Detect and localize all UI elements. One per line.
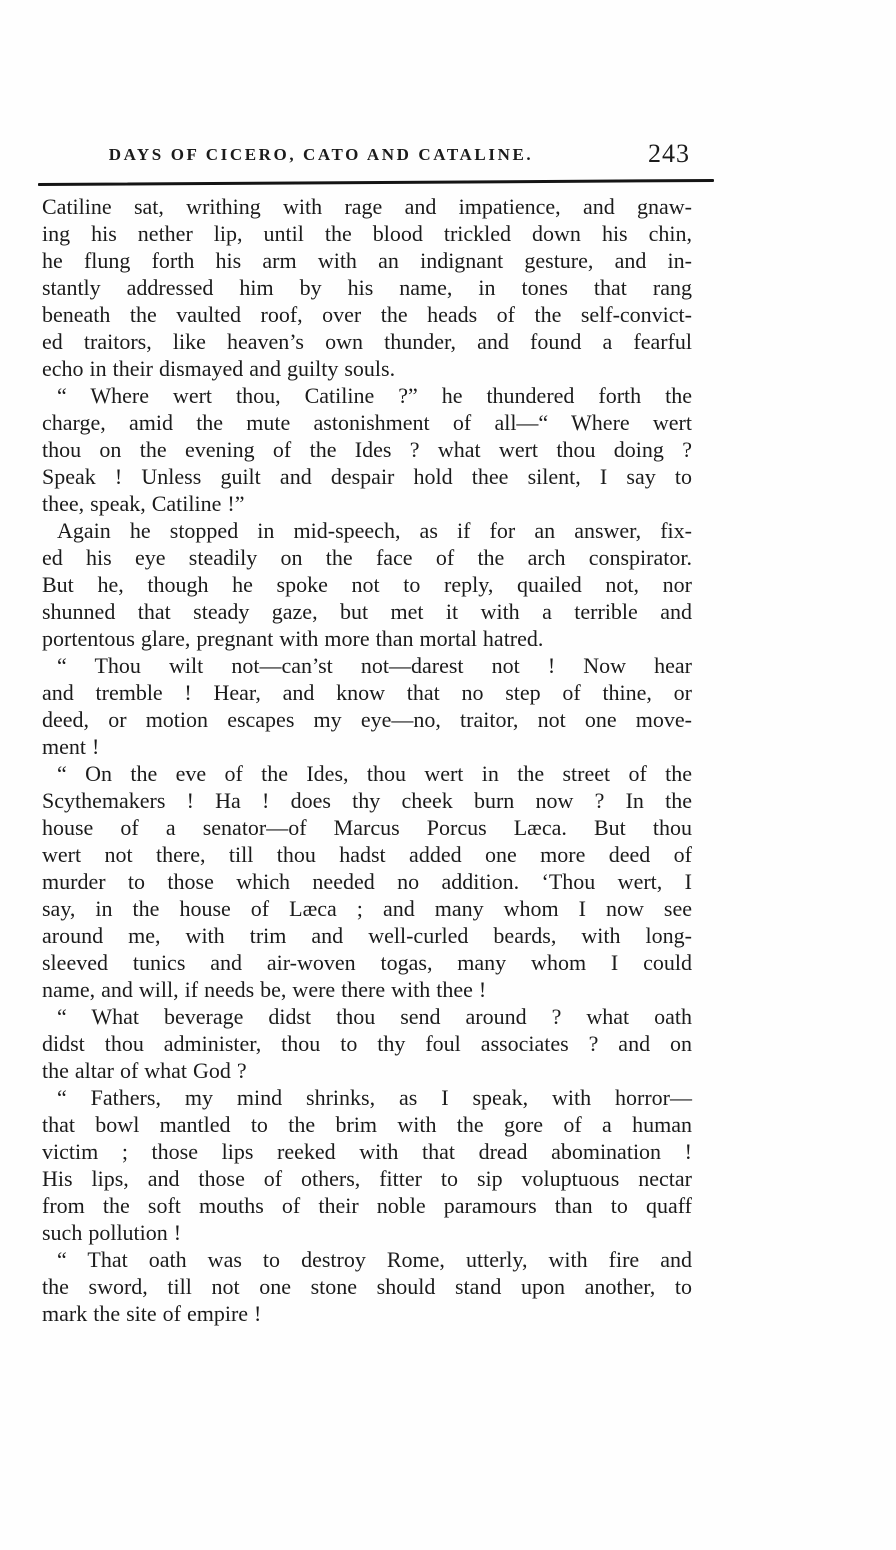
text-line: Catiline sat, writhing with rage and impatience, and gnaw- [42, 194, 692, 219]
text-line: stantly addressed him by his name, in tones that rang [42, 275, 692, 300]
paragraph [42, 1084, 692, 1246]
paragraph [42, 652, 692, 760]
text-line: thee, speak, Catiline !” [42, 491, 245, 516]
text-line: victim ; those lips reeked with that dread abomination ! [42, 1139, 692, 1164]
text-line: such pollution ! [42, 1220, 182, 1245]
text-line: and tremble ! Hear, and know that no step of thine, or [42, 680, 692, 705]
text-line: say, in the house of Læca ; and many whom I now see [42, 896, 692, 921]
text-line: But he, though he spoke not to reply, quailed not, nor [42, 572, 692, 597]
text-line: that bowl mantled to the brim with the gore of a human [42, 1112, 692, 1137]
text-line: ing his nether lip, until the blood trickled down his chin, [42, 221, 692, 246]
text-line: beneath the vaulted roof, over the heads of the self-convict- [42, 302, 692, 327]
text-line: “ What beverage didst thou send around ? what oath [57, 1004, 692, 1029]
header-rule [38, 179, 714, 186]
paragraph [42, 760, 692, 1003]
text-line: portentous glare, pregnant with more than mortal hatred. [42, 626, 544, 651]
running-title: DAYS OF CICERO, CATO AND CATALINE. [108, 145, 534, 164]
text-line: murder to those which needed no addition. ‘Thou wert, I [42, 869, 692, 894]
text-line: name, and will, if needs be, were there with thee ! [42, 977, 487, 1002]
text-line: Scythemakers ! Ha ! does thy cheek burn now ? In the [42, 788, 692, 813]
text-line: he flung forth his arm with an indignant gesture, and in- [42, 248, 692, 273]
page-body [42, 193, 692, 1327]
text-line: house of a senator—of Marcus Porcus Læca. But thou [42, 815, 692, 840]
paragraph [42, 517, 692, 652]
text-line: the altar of what God ? [42, 1058, 247, 1083]
paragraph [42, 382, 692, 517]
text-line: ed traitors, like heaven’s own thunder, and found a fearful [42, 329, 692, 354]
text-line: wert not there, till thou hadst added one more deed of [42, 842, 692, 867]
text-line: didst thou administer, thou to thy foul associates ? and on [42, 1031, 692, 1056]
text-line: ed his eye steadily on the face of the arch conspirator. [42, 545, 692, 570]
page-header [38, 139, 714, 172]
text-line: “ Where wert thou, Catiline ?” he thundered forth the [57, 383, 692, 408]
text-line: “ Fathers, my mind shrinks, as I speak, with horror— [57, 1085, 692, 1110]
text-line: Again he stopped in mid-speech, as if for an answer, fix- [57, 518, 692, 543]
text-line: mark the site of empire ! [42, 1301, 262, 1326]
text-line: deed, or motion escapes my eye—no, traitor, not one move- [42, 707, 692, 732]
text-line: Speak ! Unless guilt and despair hold thee silent, I say to [42, 464, 692, 489]
text-line: thou on the evening of the Ides ? what wert thou doing ? [42, 437, 692, 462]
paragraph [42, 1003, 692, 1084]
text-line: “ Thou wilt not—can’st not—darest not ! Now hear [57, 653, 692, 678]
text-line: “ That oath was to destroy Rome, utterly, with fire and [57, 1247, 692, 1272]
paragraph [42, 193, 692, 382]
text-line: ment ! [42, 734, 100, 759]
text-line: around me, with trim and well-curled beards, with long- [42, 923, 692, 948]
paragraph [42, 1246, 692, 1327]
text-line: shunned that steady gaze, but met it with a terrible and [42, 599, 692, 624]
text-line: charge, amid the mute astonishment of all—“ Where wert [42, 410, 692, 435]
text-line: the sword, till not one stone should stand upon another, to [42, 1274, 692, 1299]
text-line: His lips, and those of others, fitter to sip voluptuous nectar [42, 1166, 692, 1191]
page-number: 243 [648, 139, 690, 168]
text-line: sleeved tunics and air-woven togas, many whom I could [42, 950, 692, 975]
text-line: echo in their dismayed and guilty souls. [42, 356, 396, 381]
text-line: from the soft mouths of their noble paramours than to quaff [42, 1193, 692, 1218]
text-line: “ On the eve of the Ides, thou wert in the street of the [57, 761, 692, 786]
